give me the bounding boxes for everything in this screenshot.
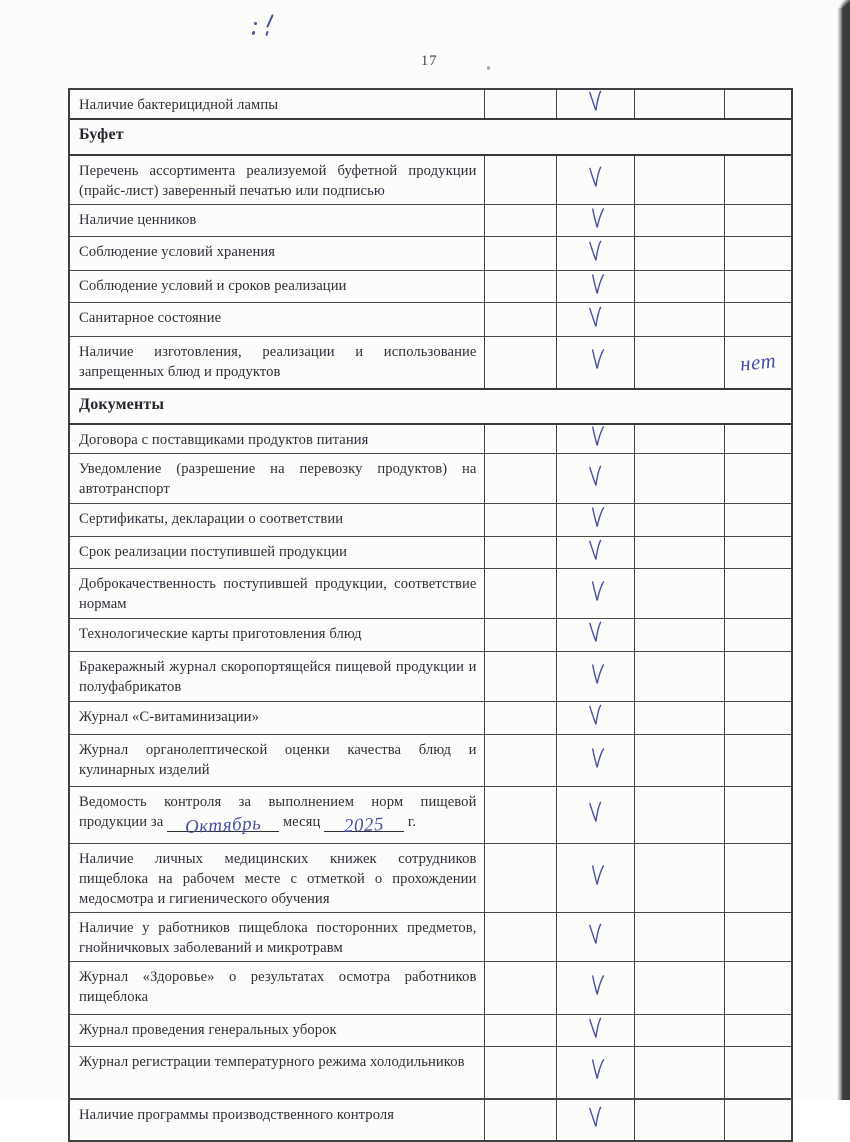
checklist-row (69, 1015, 792, 1047)
note-cell (724, 337, 792, 389)
item-text-cell (69, 652, 484, 702)
item-text-cell (69, 237, 484, 271)
checklist-row (69, 237, 792, 271)
scanner-edge-shadow (837, 0, 850, 1100)
item-text-cell (69, 89, 484, 119)
empty-cell (634, 303, 724, 337)
checklist-row (69, 735, 792, 787)
item-text-cell (69, 504, 484, 537)
note-cell (724, 303, 792, 337)
checklist-row (69, 89, 792, 119)
checklist-row (69, 155, 792, 205)
checkmark-icon (587, 305, 603, 329)
item-text-cell (69, 303, 484, 337)
section-header-cell (69, 119, 792, 155)
fill-in-text (79, 792, 477, 838)
empty-cell (484, 1015, 556, 1047)
checkmark-cell (556, 537, 634, 569)
item-label: Журнал органолептической оценки качества блюд и кулинарных изделий (79, 742, 477, 778)
checklist-row (69, 271, 792, 303)
empty-cell (634, 424, 724, 454)
item-text-cell (69, 735, 484, 787)
note-cell (724, 619, 792, 652)
item-label: г. (407, 814, 417, 830)
note-cell (724, 537, 792, 569)
item-text-cell (69, 271, 484, 303)
checkmark-cell (556, 913, 634, 962)
checkmark-icon (587, 621, 603, 645)
empty-cell (634, 735, 724, 787)
checkmark-icon (589, 206, 605, 230)
note-cell (724, 962, 792, 1015)
note-cell (724, 504, 792, 537)
ink-speck (251, 31, 255, 36)
checklist-row (69, 913, 792, 962)
item-text-cell (69, 913, 484, 962)
checkmark-cell (556, 424, 634, 454)
item-label: Соблюдение условий и сроков реализации (79, 278, 347, 294)
item-label: Наличие у работников пищеблока посторонних предметов, гнойничковых заболеваний и микротравм (79, 920, 477, 956)
checkmark-icon (587, 538, 603, 562)
empty-cell (484, 702, 556, 735)
item-label: Наличие изготовления, реализации и использование запрещенных блюд и продуктов (79, 344, 477, 380)
checklist-row (69, 504, 792, 537)
checklist-row (69, 537, 792, 569)
item-text-cell (69, 787, 484, 844)
checkmark-cell (556, 271, 634, 303)
checkmark-icon (589, 425, 605, 449)
note-cell (724, 454, 792, 504)
checkmark-cell (556, 454, 634, 504)
empty-cell (634, 569, 724, 619)
empty-cell (484, 424, 556, 454)
empty-cell (484, 337, 556, 389)
empty-cell (484, 454, 556, 504)
section-title: Документы (79, 395, 165, 413)
item-label: Журнал «Здоровье» о результатах осмотра работников пищеблока (79, 969, 477, 1005)
checkmark-icon (587, 90, 603, 114)
item-label: Договора с поставщиками продуктов питания (79, 431, 369, 448)
item-text-cell (69, 1099, 484, 1141)
item-label: Наличие бактерицидной лампы (79, 97, 279, 113)
note-cell (724, 735, 792, 787)
empty-cell (634, 1047, 724, 1099)
item-label: Сертификаты, декларации о соответствии (79, 511, 344, 527)
empty-cell (484, 787, 556, 844)
note-cell (724, 1015, 792, 1047)
checkmark-icon (589, 506, 605, 530)
checkmark-cell (556, 205, 634, 237)
empty-cell (484, 844, 556, 913)
checkmark-icon (589, 1058, 605, 1082)
empty-cell (484, 303, 556, 337)
checkmark-icon (587, 166, 603, 190)
checkmark-cell (556, 619, 634, 652)
checkmark-cell (556, 1099, 634, 1141)
item-text-cell (69, 1047, 484, 1099)
empty-cell (634, 702, 724, 735)
empty-cell (634, 237, 724, 271)
empty-cell (484, 504, 556, 537)
empty-cell (634, 652, 724, 702)
checkmark-cell (556, 337, 634, 389)
scan-speck (487, 66, 490, 70)
item-label: Наличие личных медицинских книжек сотрудников пищеблока на рабочем месте с отметкой о прохождении медосмотра и гигиенического обучения (79, 851, 477, 907)
empty-cell (634, 337, 724, 389)
note-cell (724, 155, 792, 205)
checklist-row (69, 962, 792, 1015)
checkmark-icon (587, 801, 603, 825)
section-header-row (69, 389, 792, 424)
checkmark-cell (556, 652, 634, 702)
checkmark-cell (556, 1047, 634, 1099)
item-label: Журнал регистрации температурного режима холодильников (79, 1054, 465, 1070)
checkmark-icon (587, 1105, 603, 1129)
item-label: Санитарное состояние (79, 310, 222, 326)
handwritten-year: 2025 (343, 813, 385, 838)
page-number: 17 (421, 53, 438, 69)
note-cell (724, 787, 792, 844)
checklist-row (69, 454, 792, 504)
checklist-row (69, 569, 792, 619)
section-title: Буфет (79, 126, 124, 143)
note-cell (724, 913, 792, 962)
empty-cell (634, 205, 724, 237)
empty-cell (484, 155, 556, 205)
section-header-cell (69, 389, 792, 424)
checkmark-cell (556, 844, 634, 913)
empty-cell (634, 619, 724, 652)
item-label: Бракеражный журнал скоропортящейся пищевой продукции и полуфабрикатов (79, 659, 477, 695)
handwritten-note: нет (738, 347, 777, 376)
empty-cell (484, 537, 556, 569)
empty-cell (634, 454, 724, 504)
checklist-row (69, 424, 792, 454)
item-label: Уведомление (разрешение на перевозку продуктов) на автотранспорт (79, 461, 477, 497)
item-label: Перечень ассортимента реализуемой буфетной продукции (прайс-лист) заверенный печатью или подписью (79, 163, 477, 199)
item-text-cell (69, 619, 484, 652)
note-cell (724, 652, 792, 702)
checklist-row (69, 619, 792, 652)
note-cell (724, 1099, 792, 1141)
empty-cell (484, 735, 556, 787)
item-label: Доброкачественность поступившей продукции, соответствие нормам (79, 576, 477, 612)
empty-cell (634, 89, 724, 119)
empty-cell (484, 89, 556, 119)
item-label: месяц (282, 814, 321, 830)
empty-cell (484, 962, 556, 1015)
checkmark-cell (556, 962, 634, 1015)
empty-cell (634, 504, 724, 537)
empty-cell (484, 569, 556, 619)
checkmark-cell (556, 569, 634, 619)
empty-cell (484, 205, 556, 237)
item-text-cell (69, 569, 484, 619)
checkmark-icon (589, 579, 605, 603)
checkmark-icon (589, 272, 605, 296)
empty-cell (484, 913, 556, 962)
note-cell (724, 569, 792, 619)
item-text-cell (69, 962, 484, 1015)
item-text-cell (69, 537, 484, 569)
ink-speck (266, 14, 274, 28)
item-label: Журнал проведения генеральных уборок (79, 1022, 337, 1038)
empty-cell (634, 844, 724, 913)
item-text-cell (69, 454, 484, 504)
checkmark-cell (556, 735, 634, 787)
checklist-row (69, 1099, 792, 1141)
checkmark-icon (587, 923, 603, 947)
note-cell (724, 205, 792, 237)
section-header-row (69, 119, 792, 155)
note-cell (724, 844, 792, 913)
empty-cell (484, 1099, 556, 1141)
item-text-cell (69, 702, 484, 735)
item-label: Технологические карты приготовления блюд (79, 626, 362, 642)
empty-cell (634, 155, 724, 205)
checkmark-cell (556, 1015, 634, 1047)
empty-cell (634, 1099, 724, 1141)
item-label: Ведомость контроля за выполнением норм пищевой продукции за (79, 794, 477, 830)
ink-speck (265, 31, 269, 36)
checklist-row (69, 652, 792, 702)
checkmark-icon (589, 348, 605, 372)
checklist-row (69, 303, 792, 337)
item-label: Срок реализации поступившей продукции (79, 544, 348, 560)
checkmark-cell (556, 237, 634, 271)
note-cell (724, 89, 792, 119)
item-text-cell (69, 205, 484, 237)
empty-cell (634, 913, 724, 962)
scanner-edge-shadow (837, 0, 850, 8)
empty-cell (634, 787, 724, 844)
checklist-row (69, 205, 792, 237)
item-text-cell (69, 424, 484, 454)
item-text-cell (69, 155, 484, 205)
year-blank-line (324, 813, 404, 838)
checkmark-icon (587, 1016, 603, 1040)
note-cell (724, 1047, 792, 1099)
checklist-row (69, 844, 792, 913)
month-blank-line (167, 813, 279, 838)
empty-cell (484, 652, 556, 702)
inspection-checklist-table (68, 88, 793, 1142)
empty-cell (634, 1015, 724, 1047)
item-label: Наличие ценников (79, 212, 197, 228)
checkmark-cell (556, 155, 634, 205)
checkmark-icon (587, 239, 603, 263)
note-cell (724, 271, 792, 303)
empty-cell (484, 271, 556, 303)
checkmark-icon (589, 662, 605, 686)
checkmark-cell (556, 702, 634, 735)
empty-cell (484, 1047, 556, 1099)
item-label: Журнал «С-витаминизации» (79, 709, 259, 725)
checkmark-cell (556, 787, 634, 844)
item-text-cell (69, 1015, 484, 1047)
checklist-row (69, 337, 792, 389)
note-cell (724, 702, 792, 735)
checkmark-cell (556, 89, 634, 119)
note-cell (724, 237, 792, 271)
checklist-row (69, 787, 792, 844)
checkmark-cell (556, 303, 634, 337)
checkmark-icon (589, 746, 605, 770)
empty-cell (484, 619, 556, 652)
checkmark-icon (589, 974, 605, 998)
empty-cell (484, 237, 556, 271)
checkmark-cell (556, 504, 634, 537)
empty-cell (634, 537, 724, 569)
ink-speck (254, 22, 257, 25)
checkmark-icon (587, 464, 603, 488)
item-label: Наличие программы производственного контроля (79, 1106, 395, 1123)
item-label: Соблюдение условий хранения (79, 244, 276, 260)
empty-cell (634, 271, 724, 303)
item-text-cell (69, 337, 484, 389)
checklist-row (69, 702, 792, 735)
checkmark-icon (587, 704, 603, 728)
handwritten-month: Октябрь (184, 813, 262, 838)
empty-cell (634, 962, 724, 1015)
item-text-cell (69, 844, 484, 913)
checklist-row (69, 1047, 792, 1099)
checkmark-icon (589, 864, 605, 888)
note-cell (724, 424, 792, 454)
